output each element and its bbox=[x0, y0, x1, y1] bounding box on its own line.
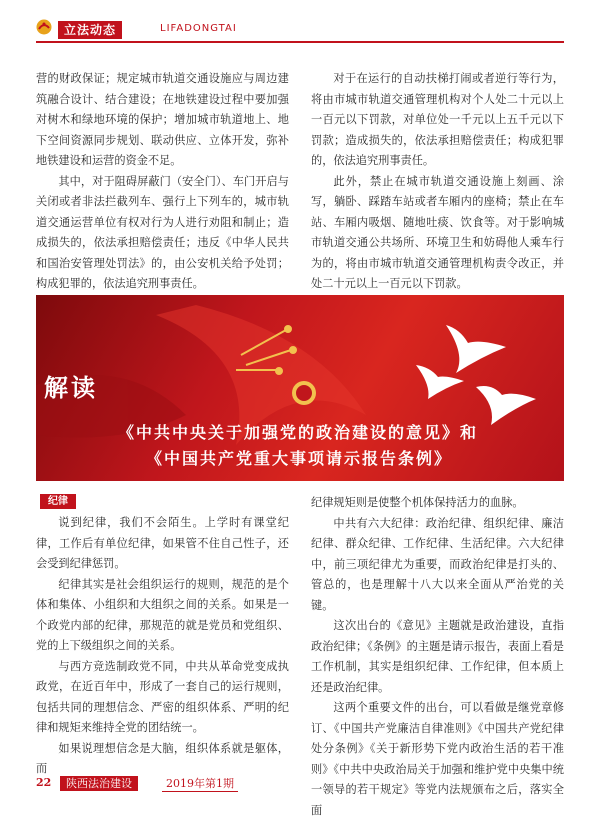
page-footer bbox=[36, 776, 564, 792]
section-title: 立法动态 bbox=[58, 21, 122, 39]
issue-label: 2019年第1期 bbox=[162, 776, 238, 792]
banner-heading: 解读 bbox=[44, 373, 98, 402]
dove-icons bbox=[416, 325, 536, 425]
bottom-right-column bbox=[311, 493, 564, 821]
party-emblem-icon bbox=[292, 381, 316, 405]
section-badge: 纪律 bbox=[40, 494, 76, 509]
paragraph: 如果说理想信念是大脑，组织体系就是躯体，而 bbox=[36, 741, 289, 775]
header-divider bbox=[36, 41, 564, 43]
paragraph: 营的财政保证；规定城市轨道交通设施应与周边建筑融合设计、结合建设；在地铁建设过程中要加强对树木和绿地环境的保护；增加城市轨道地上、地下空间资源同步规划、联动供应、立体开发，弥补地铁建设和运营的资金不足。 bbox=[36, 72, 289, 167]
page-number: 22 bbox=[36, 776, 52, 789]
top-right-column bbox=[311, 69, 564, 295]
paragraph: 纪律其实是社会组织运行的规则，规范的是个体和集体、小组织和大组织之间的关系。如果是一个政党内部的纪律，那规范的就是党员和党组织、党的上下级组织之间的关系。 bbox=[36, 577, 289, 652]
paragraph: 对于在运行的自动扶梯打闹或者逆行等行为，将由市城市轨道交通管理机构对个人处二十元以上一百元以下罚款，对单位处一千元以上五千元以下罚款；造成损失的，依法承担赔偿责任；构成犯罪的，依法追究刑事责任。 bbox=[311, 72, 564, 167]
paragraph: 此外，禁止在城市轨道交通设施上刻画、涂写，躺卧、踩踏车站或者车厢内的座椅；禁止在车站、车厢内吸烟、随地吐痰、饮食等。对于影响城市轨道交通公共场所、环境卫生和妨碍他人乘车行为的，将由市城市轨道交通管理机构责令改正，并处二十元以上一百元以下罚款。 bbox=[311, 174, 564, 290]
paragraph: 这次出台的《意见》主题就是政治建设，直指政治纪律；《条例》的主题是请示报告，表面上看是工作机制，其实是组织纪律、工作纪律，但本质上还是政治纪律。 bbox=[311, 619, 564, 694]
banner-title-line-1: 《中共中央关于加强党的政治建设的意见》和 bbox=[118, 423, 479, 442]
paragraph: 与西方竞选制政党不同，中共从革命党变成执政党，在近百年中，形成了一套自己的运行规则，包括共同的理想信念、严密的组织体系、严明的纪律和规矩来维持全党的团结统一。 bbox=[36, 659, 289, 734]
banner-title-line-2: 《中国共产党重大事项请示报告条例》 bbox=[146, 449, 453, 468]
paragraph: 纪律规矩则是使整个机体保持活力的血脉。 bbox=[311, 496, 524, 509]
paragraph: 其中，对于阻碍屏蔽门（安全门）、车门开启与关闭或者非法拦截列车、强行上下列车的，城市轨道交通运营单位有权对行为人进行劝阻和制止；造成损失的，依法承担赔偿责任；违反《中华人民共和国治安管理处罚法》的，由公安机关给予处罚；构成犯罪的，依法追究刑事责任。 bbox=[36, 174, 289, 290]
magazine-name: 陕西法治建设 bbox=[60, 776, 138, 791]
section-subtitle: LIFADONGTAI bbox=[160, 23, 237, 34]
paragraph: 中共有六大纪律：政治纪律、组织纪律、廉洁纪律、群众纪律、工作纪律、生活纪律。六大纪律中，前三项纪律尤为重要，而政治纪律是打头的、管总的，也是理解十八大以来全面从严治党的关键。 bbox=[311, 516, 564, 612]
page-header bbox=[36, 12, 564, 58]
paragraph: 说到纪律，我们不会陌生。上学时有课堂纪律，工作后有单位纪律，如果管不住自己性子，还会受到纪律惩罚。 bbox=[36, 516, 289, 570]
emblem-icon bbox=[36, 19, 52, 35]
paragraph: 这两个重要文件的出台，可以看做是继党章修订、《中国共产党廉洁自律准则》《中国共产党纪律处分条例》《关于新形势下党内政治生活的若干准则》《中共中央政治局关于加强和维护党中央集中统一领导的若干规定》等党内法规颁布之后，落实全面 bbox=[311, 701, 564, 817]
bottom-left-column bbox=[36, 513, 289, 780]
top-left-column bbox=[36, 69, 289, 295]
